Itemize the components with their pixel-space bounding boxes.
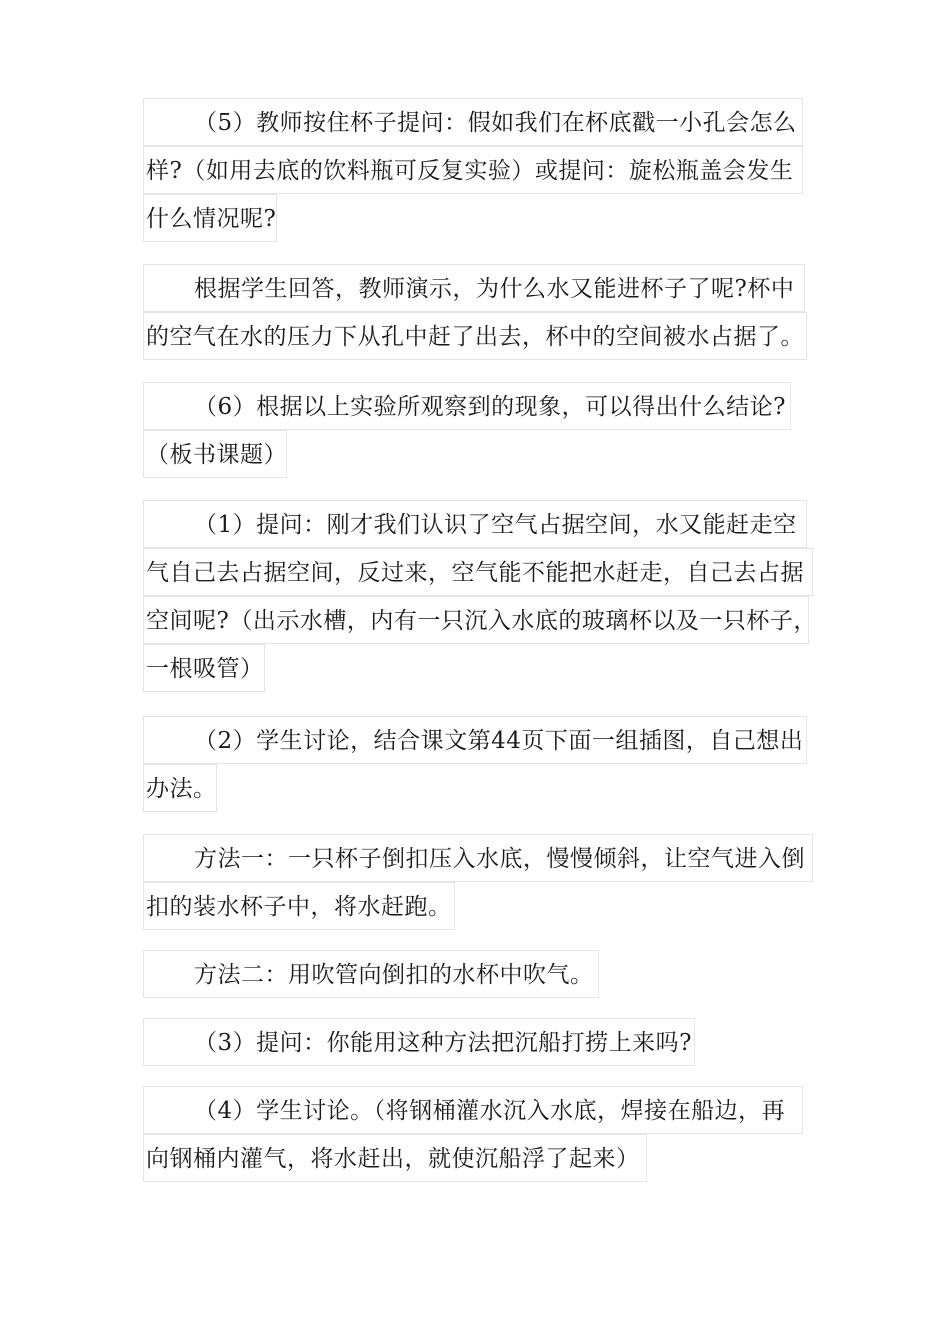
paragraph-6-line-2: 扣的装水杯子中，将水赶跑。 — [143, 882, 455, 930]
paragraph-5-line-2: 办法。 — [143, 764, 217, 812]
paragraph-4-line-4: 一根吸管） — [143, 644, 265, 692]
paragraph-1-line-1: （5）教师按住杯子提问：假如我们在杯底戳一小孔会怎么 — [143, 98, 803, 146]
paragraph-3-line-2: （板书课题） — [143, 430, 287, 478]
paragraph-4-line-3: 空间呢?（出示水槽，内有一只沉入水底的玻璃杯以及一只杯子， — [143, 596, 809, 644]
paragraph-2-line-2: 的空气在水的压力下从孔中赶了出去，杯中的空间被水占据了。 — [143, 312, 807, 360]
paragraph-2-line-1: 根据学生回答，教师演示，为什么水又能进杯子了呢?杯中 — [143, 264, 805, 312]
paragraph-9-line-1: （4）学生讨论。（将钢桶灌水沉入水底，焊接在船边，再 — [143, 1086, 803, 1134]
paragraph-3-line-1: （6）根据以上实验所观察到的现象，可以得出什么结论? — [143, 382, 791, 430]
paragraph-5-line-1: （2）学生讨论，结合课文第44页下面一组插图，自己想出 — [143, 716, 807, 764]
paragraph-7-line-1: 方法二：用吹管向倒扣的水杯中吹气。 — [143, 950, 599, 998]
paragraph-1-line-3: 什么情况呢? — [143, 194, 277, 242]
paragraph-4-line-1: （1）提问：刚才我们认识了空气占据空间，水又能赶走空 — [143, 500, 807, 548]
paragraph-6-line-1: 方法一：一只杯子倒扣压入水底，慢慢倾斜，让空气进入倒 — [143, 834, 813, 882]
paragraph-9-line-2: 向钢桶内灌气，将水赶出，就使沉船浮了起来） — [143, 1134, 647, 1182]
paragraph-8-line-1: （3）提问：你能用这种方法把沉船打捞上来吗? — [143, 1018, 695, 1066]
paragraph-4-line-2: 气自己去占据空间，反过来，空气能不能把水赶走，自己去占据 — [143, 548, 813, 596]
paragraph-1-line-2: 样?（如用去底的饮料瓶可反复实验）或提问：旋松瓶盖会发生 — [143, 146, 803, 194]
